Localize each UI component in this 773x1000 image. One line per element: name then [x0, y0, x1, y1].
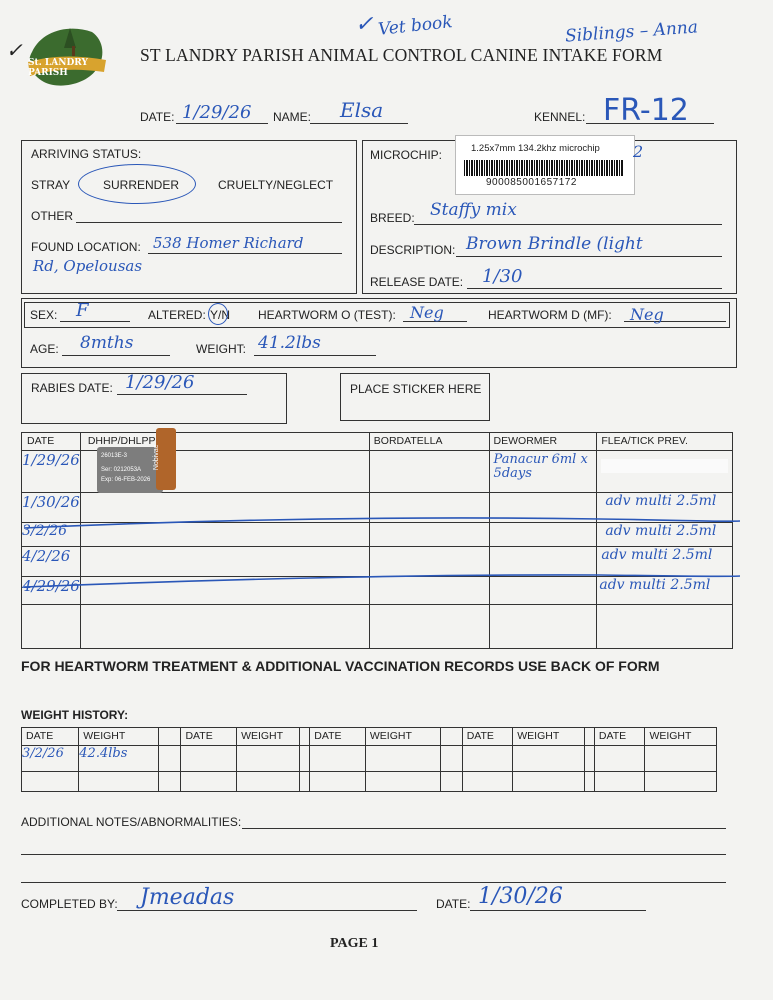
wh-col-weight: WEIGHT	[517, 730, 560, 742]
row-date: 1/29/26	[22, 451, 80, 469]
col-bordatella: BORDATELLA	[373, 435, 443, 447]
sex-value: F	[76, 300, 89, 321]
rabies-label: RABIES DATE:	[31, 381, 113, 395]
col-dewormer: DEWORMER	[493, 435, 558, 447]
wh-col-date: DATE	[598, 730, 627, 742]
row-dewormer: Panacur 6ml x 5days	[493, 452, 588, 481]
age-label: AGE:	[30, 342, 59, 356]
wh-col-weight: WEIGHT	[649, 730, 692, 742]
release-date-label: RELEASE DATE:	[370, 275, 464, 289]
wh-col-weight: WEIGHT	[83, 730, 126, 742]
description-value: Brown Brindle (light	[466, 234, 643, 254]
col-dhhp: DHHP/DHLPP	[87, 435, 156, 447]
vaccine-sticker-exp: Exp: 06-FEB-2026	[101, 477, 151, 483]
date-label: DATE:	[140, 110, 175, 124]
other-option[interactable]: OTHER	[31, 209, 73, 223]
vaccine-brand: Nobivac	[153, 444, 161, 471]
sticker-label: PLACE STICKER HERE	[350, 382, 482, 396]
microchip-number: 900085001657172	[486, 177, 577, 188]
stray-option[interactable]: STRAY	[31, 178, 71, 192]
row-flea: adv multi 2.5ml	[605, 523, 717, 539]
col-date: DATE	[27, 435, 55, 447]
row-date: 1/30/26	[22, 493, 80, 511]
wh-col-date: DATE	[185, 730, 213, 742]
table-row	[22, 746, 717, 772]
vetbook-check: ✓	[355, 12, 374, 37]
wh-weight: 42.4lbs	[79, 746, 128, 761]
age-value: 8mths	[80, 333, 134, 353]
rabies-date: 1/29/26	[125, 372, 195, 393]
intake-date: 1/29/26	[182, 102, 252, 123]
vaccine-sticker-code: 26013E-3	[101, 453, 128, 459]
vaccine-sticker-lot: Ser: 0212053A	[101, 467, 142, 473]
completed-by-value: Jmeadas	[140, 885, 235, 910]
dog-name: Elsa	[340, 98, 384, 122]
wh-col-weight: WEIGHT	[369, 730, 412, 742]
microchip-label: MICROCHIP:	[370, 148, 442, 162]
arriving-heading: ARRIVING STATUS:	[31, 147, 142, 161]
heartworm-test-value: Neg	[410, 303, 444, 322]
logo-text: St. LANDRY PARISH	[28, 58, 88, 78]
footer-date-label: DATE:	[436, 897, 471, 911]
wh-date: 3/2/26	[22, 746, 64, 761]
row-date: 4/29/26	[22, 577, 80, 595]
weight-label: WEIGHT:	[196, 342, 246, 356]
notes-line[interactable]	[21, 854, 726, 855]
heartworm-mf-label: HEARTWORM D (MF):	[488, 308, 612, 322]
page-number: PAGE 1	[330, 936, 379, 951]
row-flea: adv multi 2.5ml	[605, 493, 717, 509]
kennel-label: KENNEL:	[534, 110, 586, 124]
altered-value[interactable]: Y/N	[210, 308, 231, 322]
siblings-note: Siblings – Anna	[564, 17, 699, 47]
description-label: DESCRIPTION:	[370, 243, 456, 257]
row-date: 4/2/26	[22, 547, 71, 565]
breed-value: Staffy mix	[430, 200, 517, 220]
row-date: 3/2/26	[22, 523, 68, 539]
wh-col-date: DATE	[314, 730, 342, 742]
completed-by-label: COMPLETED BY:	[21, 897, 118, 911]
altered-label: ALTERED:	[148, 308, 206, 322]
sex-label: SEX:	[30, 308, 58, 322]
vetbook-note: Vet book	[377, 12, 454, 40]
wh-col-weight: WEIGHT	[241, 730, 284, 742]
weight-value: 41.2lbs	[258, 333, 321, 353]
microchip-handwritten-tail: 2	[633, 142, 644, 161]
found-location-line2: Rd, Opelousas	[33, 257, 143, 275]
notes-line[interactable]	[21, 882, 726, 883]
weight-history-table	[21, 727, 717, 792]
wh-col-date: DATE	[26, 730, 54, 742]
back-of-form-notice: FOR HEARTWORM TREATMENT & ADDITIONAL VACCINATION RECORDS USE BACK OF FORM	[21, 658, 660, 674]
wh-col-date: DATE	[466, 730, 494, 742]
page-title: ST LANDRY PARISH ANIMAL CONTROL CANINE INTAKE FORM	[140, 45, 663, 65]
surrender-option[interactable]: SURRENDER	[103, 178, 180, 192]
heartworm-mf-value: Neg	[630, 305, 664, 324]
kennel-number: FR-12	[603, 93, 689, 128]
heartworm-test-label: HEARTWORM O (TEST):	[258, 308, 396, 322]
microchip-sticker-title: 1.25x7mm 134.2khz microchip	[471, 143, 600, 154]
weight-history-heading: WEIGHT HISTORY:	[21, 708, 129, 722]
notes-label: ADDITIONAL NOTES/ABNORMALITIES:	[21, 815, 242, 829]
release-date-value: 1/30	[482, 266, 523, 287]
found-location-label: FOUND LOCATION:	[31, 240, 141, 254]
notes-line[interactable]	[242, 828, 726, 829]
col-flea: FLEA/TICK PREV.	[601, 435, 688, 447]
footer-date-value: 1/30/26	[478, 884, 563, 909]
found-location-line1: 538 Homer Richard	[153, 234, 304, 252]
row-flea: adv multi 2.5ml	[599, 577, 711, 593]
corner-check: ✓	[6, 38, 23, 62]
breed-label: BREED:	[370, 211, 415, 225]
name-label: NAME:	[273, 110, 312, 124]
cruelty-option[interactable]: CRUELTY/NEGLECT	[218, 178, 334, 192]
row-flea: adv multi 2.5ml	[601, 547, 713, 563]
